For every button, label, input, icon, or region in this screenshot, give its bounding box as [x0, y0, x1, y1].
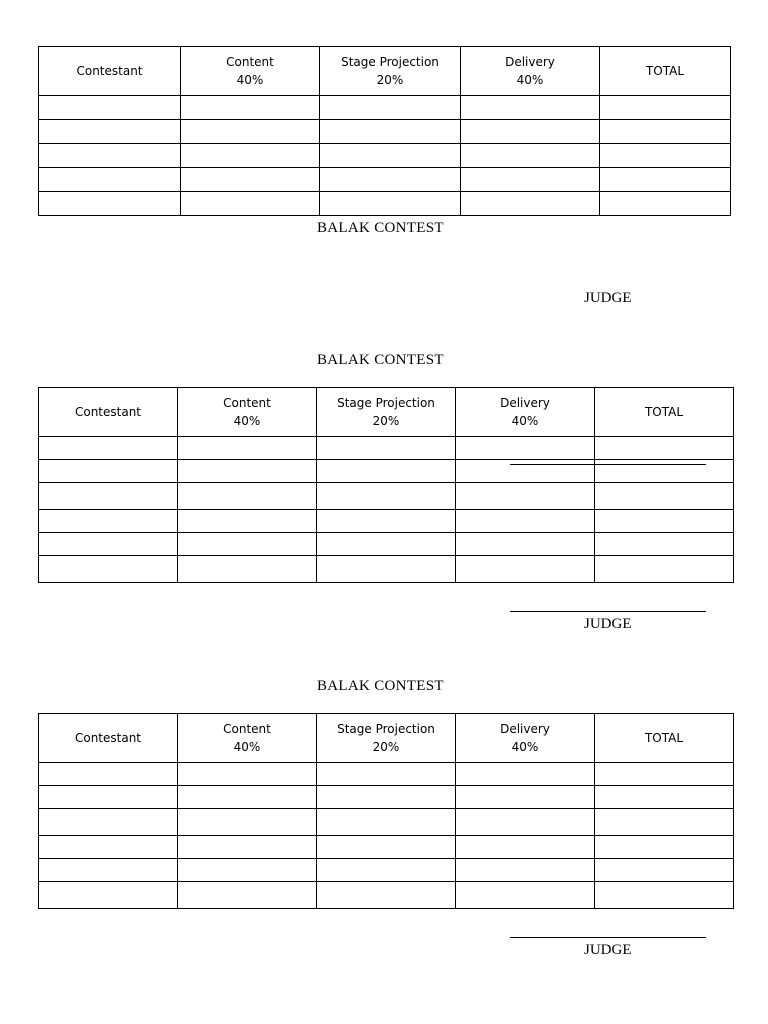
- table-cell[interactable]: [317, 859, 456, 882]
- table-cell[interactable]: [317, 437, 456, 460]
- table-cell[interactable]: [320, 192, 461, 216]
- table-cell[interactable]: [178, 786, 317, 809]
- table-row: [39, 786, 734, 809]
- table-cell[interactable]: [320, 168, 461, 192]
- table-cell[interactable]: [178, 556, 317, 583]
- table-cell[interactable]: [317, 483, 456, 510]
- table-row: [39, 192, 731, 216]
- table-cell[interactable]: [317, 763, 456, 786]
- header-content-weight: 40%: [236, 73, 264, 87]
- table-cell[interactable]: [39, 168, 181, 192]
- header-stage-projection: [320, 47, 461, 96]
- table-cell[interactable]: [178, 460, 317, 483]
- table-cell[interactable]: [178, 859, 317, 882]
- table-cell[interactable]: [178, 510, 317, 533]
- table-cell[interactable]: [39, 809, 178, 836]
- header-stage-weight: 20%: [376, 73, 404, 87]
- table-row: [39, 144, 731, 168]
- header-total: TOTAL: [595, 388, 734, 437]
- table-cell[interactable]: [39, 192, 181, 216]
- header-stage-projection: [317, 388, 456, 437]
- header-content-label: Content: [223, 722, 271, 736]
- table-cell[interactable]: [456, 786, 595, 809]
- score-table-1: [38, 46, 731, 216]
- table-cell[interactable]: [39, 437, 178, 460]
- table-cell[interactable]: [456, 483, 595, 510]
- table-cell[interactable]: [178, 882, 317, 909]
- table-cell[interactable]: [456, 510, 595, 533]
- header-delivery-label: Delivery: [500, 722, 550, 736]
- header-stage-weight: 20%: [372, 414, 400, 428]
- header-stage-label: Stage Projection: [341, 55, 439, 69]
- table-cell[interactable]: [320, 96, 461, 120]
- table-cell[interactable]: [39, 460, 178, 483]
- table-cell[interactable]: [317, 510, 456, 533]
- table-cell[interactable]: [456, 836, 595, 859]
- header-stage-weight: 20%: [372, 740, 400, 754]
- table-cell[interactable]: [39, 510, 178, 533]
- table-cell[interactable]: [317, 786, 456, 809]
- score-table-3: [38, 713, 734, 909]
- contest-title-3: BALAK CONTEST: [317, 678, 444, 694]
- table-cell[interactable]: [181, 168, 320, 192]
- table-cell[interactable]: [39, 533, 178, 556]
- table-cell[interactable]: [595, 882, 734, 909]
- table-cell[interactable]: [181, 120, 320, 144]
- table-cell[interactable]: [39, 882, 178, 909]
- header-stage-label: Stage Projection: [337, 396, 435, 410]
- table-cell[interactable]: [317, 556, 456, 583]
- table-row: [39, 859, 734, 882]
- table-cell[interactable]: [39, 483, 178, 510]
- table-cell[interactable]: [461, 192, 600, 216]
- header-row: [39, 388, 734, 437]
- header-total: TOTAL: [600, 47, 731, 96]
- score-table-2: [38, 387, 734, 583]
- table-cell[interactable]: [317, 836, 456, 859]
- table-row: [39, 120, 731, 144]
- table-cell[interactable]: [456, 533, 595, 556]
- header-content: [178, 714, 317, 763]
- table-row: [39, 96, 731, 120]
- header-content-label: Content: [223, 396, 271, 410]
- table-cell[interactable]: [178, 763, 317, 786]
- header-row: [39, 714, 734, 763]
- judge-label-2: JUDGE: [584, 616, 632, 632]
- header-delivery: [456, 714, 595, 763]
- table-row: [39, 533, 734, 556]
- table-cell[interactable]: [39, 556, 178, 583]
- table-cell[interactable]: [39, 836, 178, 859]
- header-delivery-label: Delivery: [500, 396, 550, 410]
- table-cell[interactable]: [456, 763, 595, 786]
- table-cell[interactable]: [39, 120, 181, 144]
- header-contestant: Contestant: [39, 47, 181, 96]
- table-cell[interactable]: [600, 144, 731, 168]
- header-contestant: Contestant: [39, 714, 178, 763]
- table-cell[interactable]: [178, 533, 317, 556]
- table-cell[interactable]: [595, 533, 734, 556]
- table-cell[interactable]: [456, 437, 595, 460]
- table-cell[interactable]: [181, 144, 320, 168]
- table-cell[interactable]: [39, 763, 178, 786]
- table-cell[interactable]: [595, 786, 734, 809]
- table-cell[interactable]: [600, 192, 731, 216]
- table-cell[interactable]: [456, 882, 595, 909]
- table-cell[interactable]: [595, 556, 734, 583]
- table-cell[interactable]: [595, 460, 734, 483]
- table-cell[interactable]: [595, 809, 734, 836]
- header-delivery: [461, 47, 600, 96]
- table-cell[interactable]: [595, 763, 734, 786]
- judge-label-1: JUDGE: [584, 290, 632, 306]
- table-cell[interactable]: [461, 96, 600, 120]
- header-row: [39, 47, 731, 96]
- table-cell[interactable]: [461, 144, 600, 168]
- table-cell[interactable]: [178, 836, 317, 859]
- table-cell[interactable]: [181, 96, 320, 120]
- table-cell[interactable]: [595, 859, 734, 882]
- table-cell[interactable]: [461, 120, 600, 144]
- header-content: [181, 47, 320, 96]
- table-cell[interactable]: [461, 168, 600, 192]
- table-cell[interactable]: [600, 168, 731, 192]
- table-row: [39, 460, 734, 483]
- contest-title-1: BALAK CONTEST: [317, 220, 444, 236]
- table-cell[interactable]: [600, 120, 731, 144]
- table-cell[interactable]: [595, 483, 734, 510]
- table-row: [39, 763, 734, 786]
- table-cell[interactable]: [595, 510, 734, 533]
- table-cell[interactable]: [39, 96, 181, 120]
- header-delivery: [456, 388, 595, 437]
- table-row: [39, 168, 731, 192]
- table-cell[interactable]: [595, 836, 734, 859]
- header-delivery-weight: 40%: [511, 414, 539, 428]
- table-cell[interactable]: [456, 556, 595, 583]
- table-cell[interactable]: [600, 96, 731, 120]
- header-content-weight: 40%: [233, 740, 261, 754]
- table-row: [39, 510, 734, 533]
- contest-title-2: BALAK CONTEST: [317, 352, 444, 368]
- table-cell[interactable]: [456, 460, 595, 483]
- header-delivery-weight: 40%: [516, 73, 544, 87]
- header-stage-label: Stage Projection: [337, 722, 435, 736]
- table-row: [39, 483, 734, 510]
- table-cell[interactable]: [456, 859, 595, 882]
- table-cell[interactable]: [39, 786, 178, 809]
- header-content: [178, 388, 317, 437]
- header-total: TOTAL: [595, 714, 734, 763]
- table-cell[interactable]: [320, 144, 461, 168]
- table-cell[interactable]: [39, 859, 178, 882]
- table-row: [39, 437, 734, 460]
- header-stage-projection: [317, 714, 456, 763]
- judge-signature-line-2[interactable]: [510, 611, 706, 612]
- table-cell[interactable]: [181, 192, 320, 216]
- table-cell[interactable]: [178, 809, 317, 836]
- header-delivery-weight: 40%: [511, 740, 539, 754]
- table-cell[interactable]: [178, 483, 317, 510]
- table-cell[interactable]: [456, 809, 595, 836]
- table-row: [39, 809, 734, 836]
- table-cell[interactable]: [178, 437, 317, 460]
- table-row: [39, 556, 734, 583]
- header-delivery-label: Delivery: [505, 55, 555, 69]
- judge-label-3: JUDGE: [584, 942, 632, 958]
- table-row: [39, 882, 734, 909]
- table-cell[interactable]: [320, 120, 461, 144]
- table-cell[interactable]: [317, 882, 456, 909]
- table-cell[interactable]: [317, 809, 456, 836]
- stray-signature-line: [510, 464, 706, 465]
- table-cell[interactable]: [317, 533, 456, 556]
- header-contestant: Contestant: [39, 388, 178, 437]
- table-cell[interactable]: [595, 437, 734, 460]
- judge-signature-line-3[interactable]: [510, 937, 706, 938]
- table-cell[interactable]: [317, 460, 456, 483]
- table-cell[interactable]: [39, 144, 181, 168]
- table-row: [39, 836, 734, 859]
- header-content-weight: 40%: [233, 414, 261, 428]
- header-content-label: Content: [226, 55, 274, 69]
